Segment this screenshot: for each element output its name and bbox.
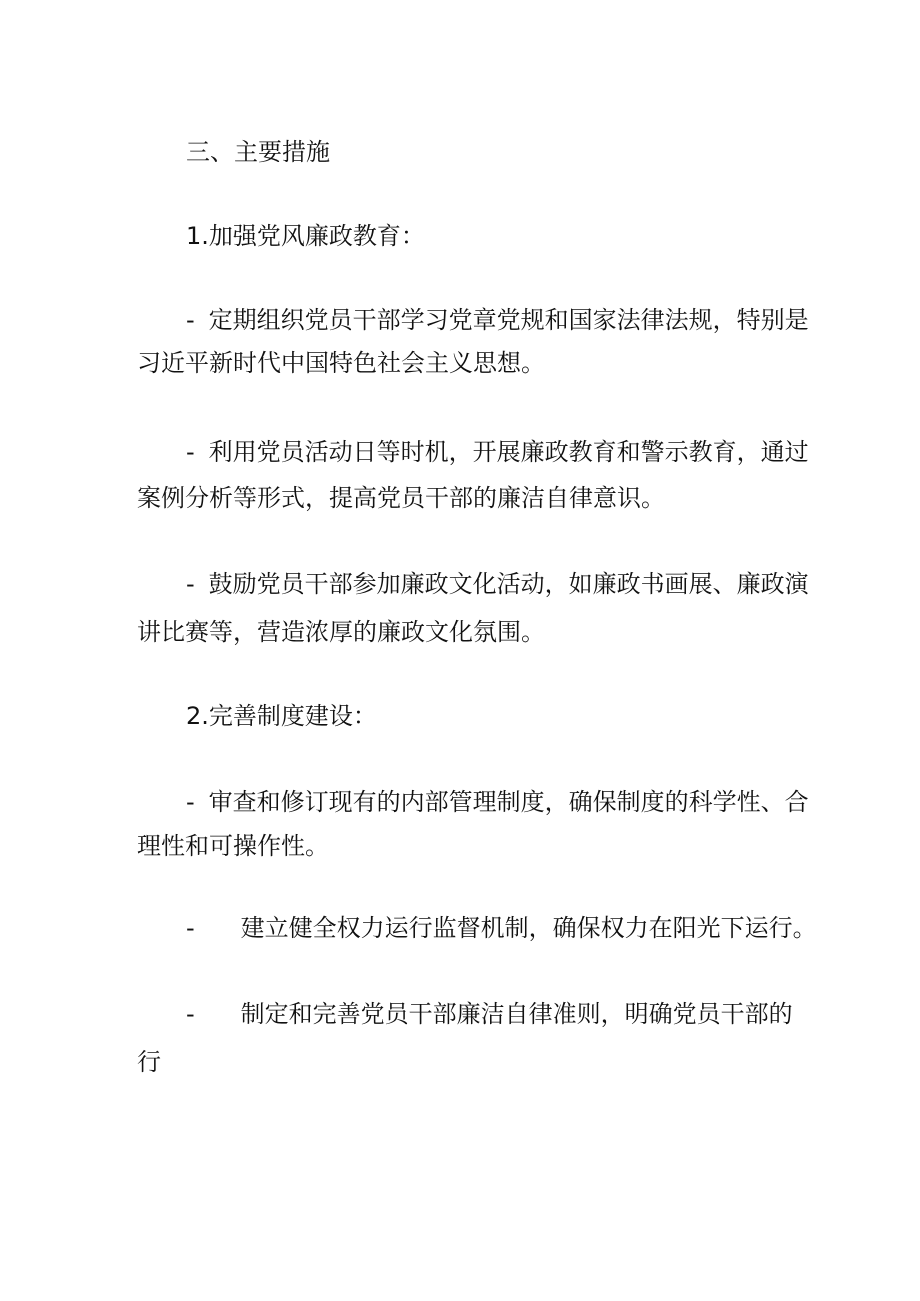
section-heading: 三、主要措施 <box>186 138 330 166</box>
bullet-text: 定期组织党员干部学习党章党规和国家法律法规，特别是 <box>208 306 809 334</box>
bullet-1-line-2: 习近平新时代中国特色社会主义思想。 <box>137 349 545 377</box>
bullet-text: 鼓励党员干部参加廉政文化活动，如廉政书画展、廉政演 <box>208 570 809 598</box>
bullet-2-line-2: 案例分析等形式，提高党员干部的廉洁自律意识。 <box>137 484 665 512</box>
bullet-dash: - <box>186 1000 195 1028</box>
bullet-4-line-2: 理性和可操作性。 <box>137 832 329 860</box>
bullet-6-line-2: 行 <box>137 1048 161 1076</box>
bullet-text: 制定和完善党员干部廉洁自律准则，明确党员干部的 <box>240 1000 793 1028</box>
bullet-dash: - <box>186 788 195 816</box>
bullet-2-line-1 <box>186 440 809 464</box>
bullet-text: 审查和修订现有的内部管理制度，确保制度的科学性、合 <box>208 788 809 816</box>
bullet-dash: - <box>186 438 195 466</box>
bullet-dash: - <box>186 570 195 598</box>
bullet-3-line-2: 讲比赛等，营造浓厚的廉政文化氛围。 <box>137 618 545 646</box>
bullet-4-line-1 <box>186 790 809 814</box>
bullet-dash: - <box>186 914 195 942</box>
bullet-5-line-1 <box>186 916 817 940</box>
bullet-text: 建立健全权力运行监督机制，确保权力在阳光下运行。 <box>240 914 817 942</box>
bullet-6-line-1 <box>186 1002 793 1026</box>
bullet-1-line-1 <box>186 308 809 332</box>
subsection-title-1: 1.加强党风廉政教育： <box>186 222 425 250</box>
bullet-3-line-1 <box>186 572 809 596</box>
bullet-text: 利用党员活动日等时机，开展廉政教育和警示教育，通过 <box>208 438 809 466</box>
bullet-dash: - <box>186 306 195 334</box>
subsection-title-2: 2.完善制度建设： <box>186 702 377 730</box>
